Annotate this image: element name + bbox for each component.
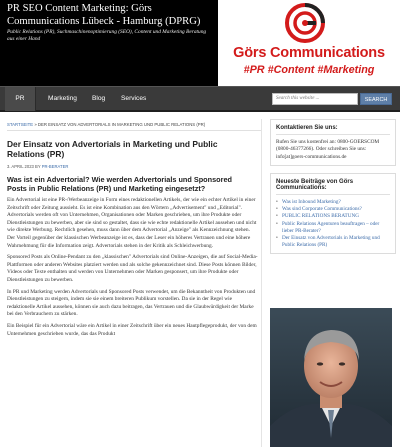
search-button[interactable]: SEARCH [360, 93, 392, 105]
post-by: BY [35, 164, 41, 169]
contact-widget-text: Rufen Sie uns kostenfrei an: 0800-GOERSCOM (0800-46377266). Oder schreiben Sie uns: info[at]goers-communications.de [276, 139, 380, 160]
recent-posts-title: Neueste Beiträge von Görs Communications: [276, 177, 390, 195]
breadcrumb-current: DER EINSATZ VON ADVERTORIALS IN MARKETING UND PUBLIC RELATIONS (PR) [37, 122, 206, 127]
nav-item-services[interactable]: Services [121, 95, 147, 102]
site-description: Public Relations (PR), Suchmaschinenoptimierung (SEO), Content und Marketing Beratung aus einer Hand [7, 29, 207, 43]
post-author-link[interactable]: PR-BERATER [41, 164, 69, 169]
logo-name: Görs Communications [233, 45, 385, 61]
portrait-image [270, 308, 392, 447]
nav-item-marketing[interactable]: Marketing [48, 95, 77, 102]
article-paragraph: In PR und Marketing werden Advertorials und Sponsored Posts verwendet, um die Bekanntheit von Produkten und Dienstleistungen zu steigern, indem sie sie einem breiteren Publikum vorstellen. Da sie in der Regel wie redaktionelle Artikel aussehen, können sie auch dazu beitragen, das Vertrauen und die Glaubwürdigkeit der Marke bei den Verbrauchern zu stärken. [7, 288, 256, 318]
recent-post-link[interactable]: • Was sind Corporate Communications? [276, 206, 390, 213]
logo-tagline: #PR #Content #Marketing [243, 64, 375, 76]
contact-widget [270, 119, 396, 166]
post-date: 3. APRIL 2023 [7, 164, 34, 169]
site-header [0, 0, 400, 86]
nav-item-pr[interactable]: PR [5, 87, 36, 111]
recent-post-link[interactable]: • PUBLIC RELATIONS BERATUNG [276, 213, 390, 220]
article-paragraph: Ein Advertorial ist eine PR-/Werbeanzeige in Form eines redaktionellen Artikels, der wie ein echter Artikel in einer Zeitschrift oder Zeitung aussieht. Es ist eine Kombination aus den Wörtern „Advertisement" und „Editorial". Advertorials werden oft von Unternehmen, Organisationen oder Marken geschrieben, um ihre Produkte oder Dienstleistungen zu bewerben, aber sie sind so gestaltet, dass sie wie echte redaktionelle Artikel aussehen und nicht wie direkte Werbung. Rechtlich gesehen, muss dann über dem Advertorial „Anzeige" als Kennzeichnung stehen. Der Vorteil gegenüber der klassischen Werbeanzeige ist es, dass der Leser ein höheres Vertrauen und eine höhere Wahrnehmung für die Information zeigt. Advertorials stehen in der Kritik als Schleichwerbung. [7, 197, 257, 249]
main-content [7, 119, 262, 447]
author-photo [270, 308, 392, 447]
gc-logo-icon [284, 2, 326, 44]
recent-post-link[interactable]: • Der Einsatz von Advertorials in Marketing und Public Relations (PR) [276, 235, 390, 249]
breadcrumb-home[interactable]: STARTSEITE [7, 122, 34, 127]
article-paragraph: Sponsored Posts als Online-Pendant zu den „klassischen" Advertorials sind Online-Anzeigen, die auf Social-Media-Plattformen oder anderen Websites platziert werden und als solche gekennzeichnet sind. Diese Posts können Bilder, Videos oder Texte enthalten und werden von Unternehmen oder Marken gesponsert, um ihre Produkte oder Dienstleistungen zu bewerben. [7, 254, 258, 283]
search-input[interactable]: Search this website ... [272, 93, 358, 105]
page-title: Der Einsatz von Advertorials in Marketing und Public Relations (PR) [7, 139, 218, 159]
breadcrumb [7, 122, 261, 131]
recent-post-link[interactable]: • Was ist Inbound Marketing? [276, 199, 390, 206]
recent-posts-list [276, 199, 390, 249]
post-meta [7, 164, 261, 169]
article-paragraph: Ein Beispiel für ein Advertorial wäre ein Artikel in einer Zeitschrift über ein neues Hautpflegeprodukt, der von dem Unternehmen geschrieben wurde, das das Produkt [7, 322, 257, 337]
main-nav [0, 86, 400, 112]
recent-posts-widget [270, 173, 396, 254]
nav-item-blog[interactable]: Blog [92, 95, 106, 102]
contact-widget-title: Kontaktieren Sie uns: [276, 123, 390, 135]
article-subtitle: Was ist ein Advertorial? Wie werden Advertorials und Sponsored Posts in Public Relations (PR) und Marketing eingesetzt? [7, 175, 232, 193]
logo[interactable] [218, 0, 400, 86]
site-title[interactable]: PR SEO Content Marketing: Görs Communications Lübeck - Hamburg (DPRG) [7, 3, 201, 27]
recent-post-link[interactable]: • Public Relations Agenturen beauftragen – oder lieber PR-Berater? [276, 221, 390, 235]
breadcrumb-separator: » [34, 122, 37, 127]
